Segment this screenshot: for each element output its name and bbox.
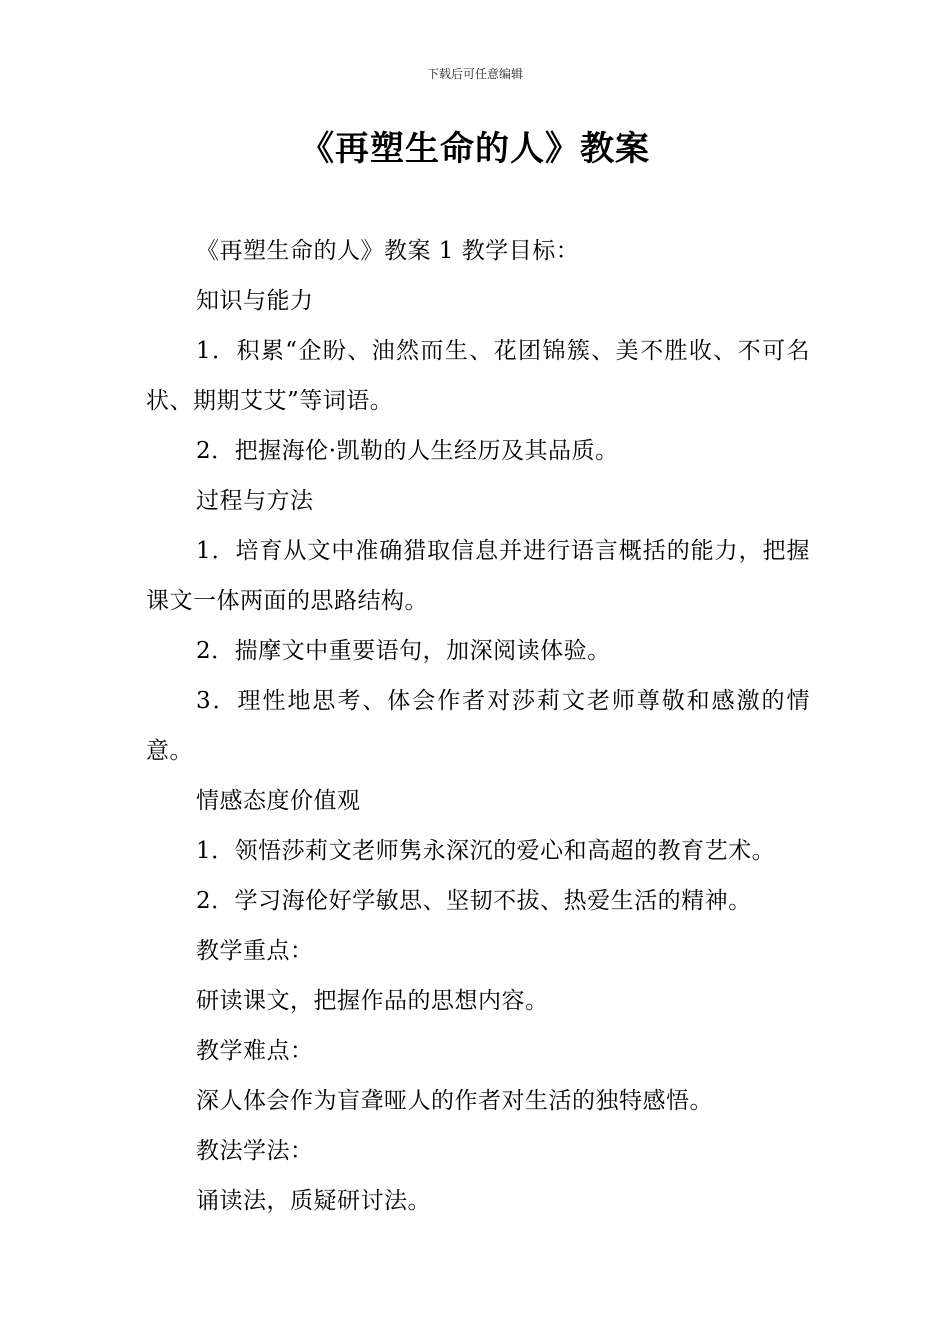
- goal-item: 2．揣摩文中重要语句，加深阅读体验。: [196, 638, 611, 664]
- goal-item: 1．领悟莎莉文老师隽永深沉的爱心和高超的教育艺术。: [196, 838, 776, 864]
- goal-item: 1．培育从文中准确猎取信息并进行语言概括的能力，把握课文一体两面的思路结构。: [146, 538, 810, 614]
- key-points-text: 研读课文，把握作品的思想内容。: [196, 988, 549, 1014]
- section-heading-knowledge: 知识与能力: [196, 288, 314, 314]
- section-heading-process: 过程与方法: [196, 488, 314, 514]
- header-note: 下载后可任意编辑: [426, 67, 523, 81]
- difficulties-text: 深人体会作为盲聋哑人的作者对生活的独特感悟。: [196, 1088, 713, 1114]
- section-heading-difficulties: 教学难点：: [196, 1038, 314, 1064]
- section-heading-key-points: 教学重点：: [196, 938, 314, 964]
- goal-item: 1．积累“企盼、油然而生、花团锦簇、美不胜收、不可名状、期期艾艾”等词语。: [146, 338, 810, 414]
- section-heading-methods: 教法学法：: [196, 1138, 314, 1164]
- goal-item: 3．理性地思考、体会作者对莎莉文老师尊敬和感激的情意。: [146, 688, 810, 764]
- section-heading-attitude: 情感态度价值观: [196, 788, 361, 814]
- intro-paragraph: 《再塑生命的人》教案 1 教学目标：: [196, 238, 580, 264]
- document-title: 《再塑生命的人》教案: [300, 129, 650, 169]
- goal-item: 2．学习海伦好学敏思、坚韧不拔、热爱生活的精神。: [196, 888, 752, 914]
- document-body: [146, 226, 810, 1226]
- goal-item: 2．把握海伦·凯勒的人生经历及其品质。: [196, 438, 619, 464]
- methods-text: 诵读法，质疑研讨法。: [196, 1188, 431, 1214]
